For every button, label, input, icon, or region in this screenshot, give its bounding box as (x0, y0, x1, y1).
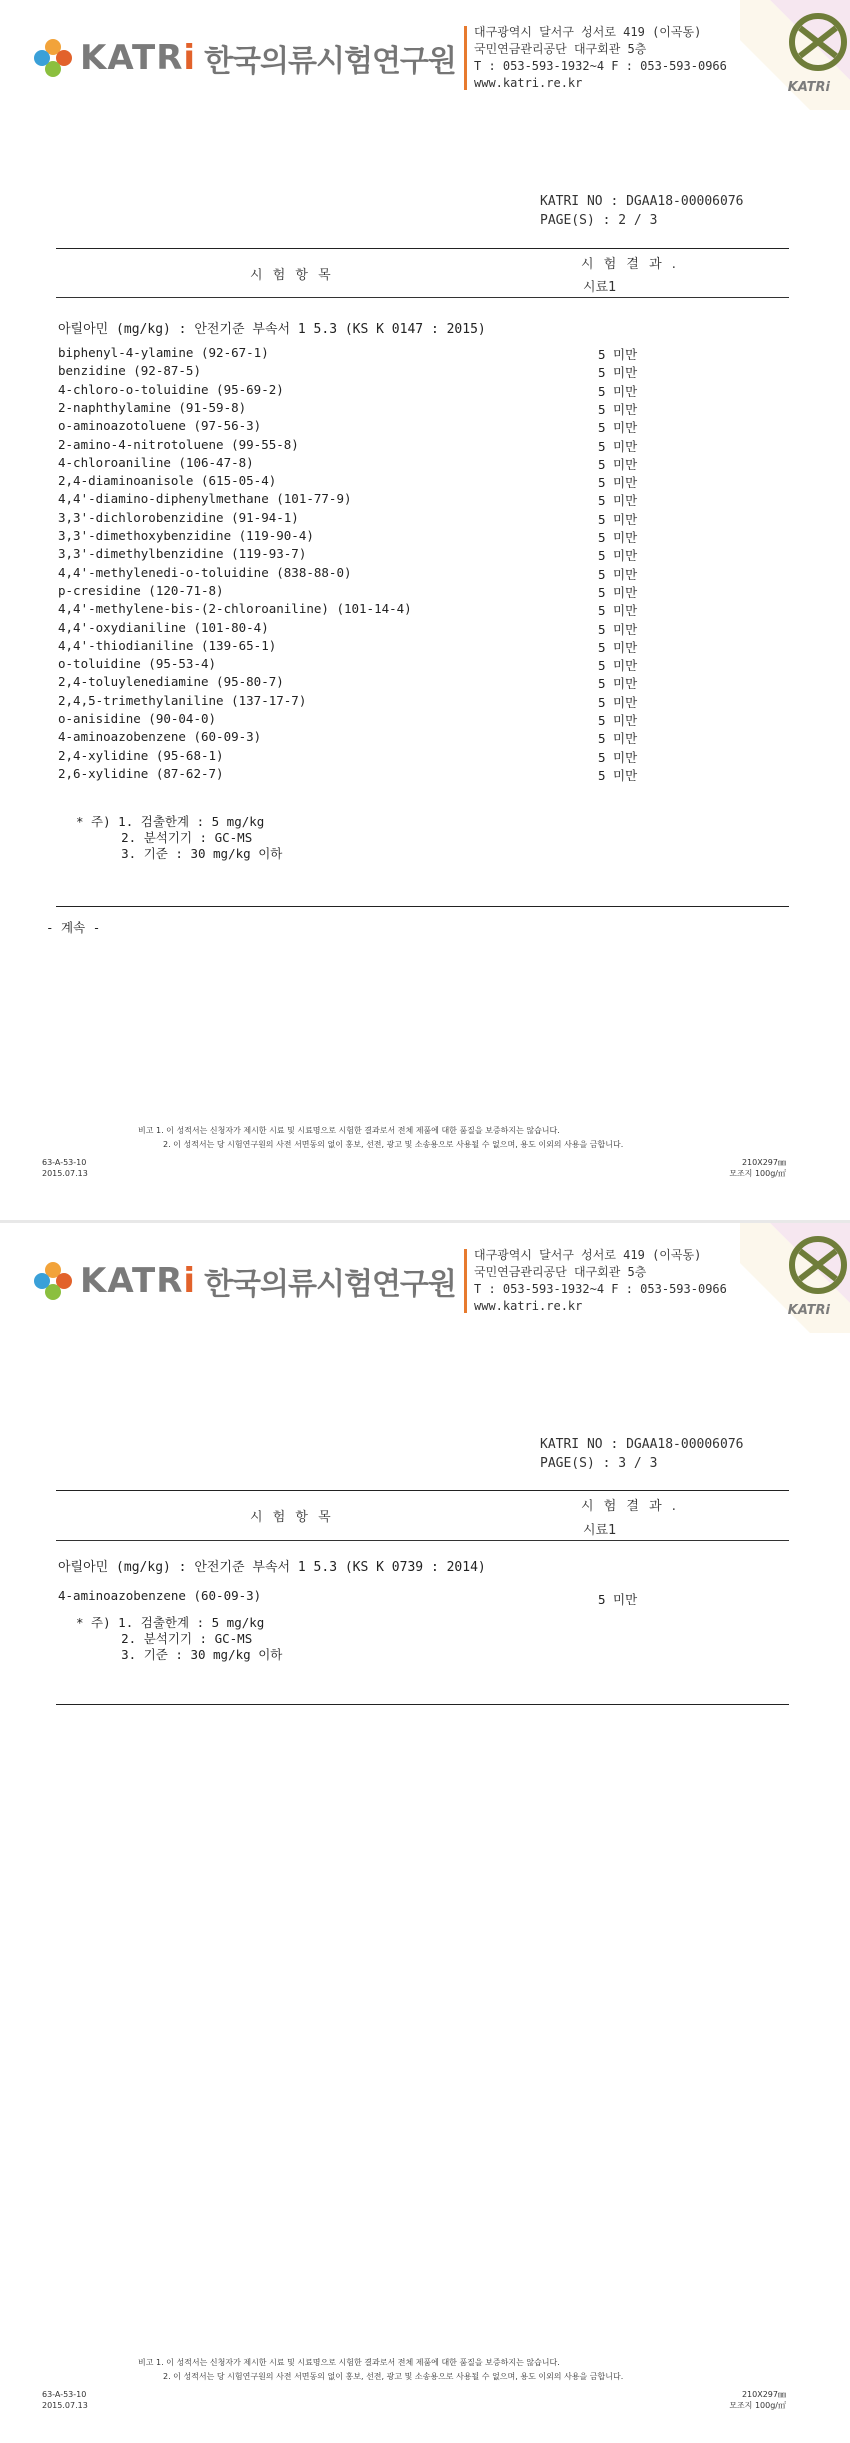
test-item: 4-aminoazobenzene (60-09-3) (58, 729, 262, 745)
paper-spec: 210X297㎜ 모조지 100g/㎡ (729, 1158, 786, 1178)
test-item: 2,4-diaminoanisole (615-05-4) (58, 473, 277, 489)
test-item: o-toluidine (95-53-4) (58, 656, 217, 672)
table-row (58, 437, 698, 456)
result-column-header: 시 험 결 과 . (581, 257, 679, 272)
katri-number: KATRI NO : DGAA18-00006076 (540, 1437, 744, 1452)
test-result: 5 미만 (598, 401, 638, 417)
test-result: 5 미만 (598, 566, 638, 582)
test-result: 5 미만 (598, 420, 638, 436)
test-result: 5 미만 (598, 694, 638, 710)
table-bottom-rule (56, 906, 789, 907)
table-row (58, 729, 698, 748)
test-item: 2,4,5-trimethylaniline (137-17-7) (58, 692, 307, 708)
katri-logo (34, 1259, 456, 1303)
test-item: o-anisidine (90-04-0) (58, 711, 217, 726)
test-item: 4,4'-methylenedi-o-toluidine (838-88-0) (58, 564, 352, 580)
test-item: 2,4-xylidine (95-68-1) (58, 747, 224, 763)
result-column-header: 시 험 결 과 . (581, 1499, 679, 1514)
test-result: 5 미만 (598, 676, 638, 692)
table-row (58, 418, 698, 437)
test-result: 5 미만 (598, 530, 638, 545)
corner-label: KATRi (787, 1303, 830, 1318)
test-item: 4-chloro-o-toluidine (95-69-2) (58, 381, 284, 397)
table-row (58, 345, 698, 364)
item-column-header: 시 험 항 목 (250, 1510, 334, 1525)
test-item: biphenyl-4-ylamine (92-67-1) (58, 345, 269, 360)
table-row (58, 473, 698, 492)
test-item: 2-naphthylamine (91-59-8) (58, 399, 247, 415)
test-item: 3,3'-dimethoxybenzidine (119-90-4) (58, 528, 314, 543)
test-result: 5 미만 (598, 347, 638, 362)
table-header-rule (56, 297, 789, 298)
table-row (58, 766, 698, 785)
test-result: 5 미만 (598, 493, 638, 509)
table-row (58, 1588, 698, 1607)
table-row (58, 400, 698, 419)
katri-logo-mark-icon (34, 1262, 72, 1300)
test-item: 4-chloroaniline (106-47-8) (58, 454, 254, 470)
logo-korean-text: 한국의류시험연구원 (204, 1267, 456, 1302)
form-code: 63-A-53-10 2015.07.13 (42, 1158, 88, 1178)
address-block: 대구광역시 달서구 성서로 419 (이곡동) 국민연금관리공단 대구회관 5층 T : 053-593-1932~4 F : 053-593-0966 www.katri.re.kr (474, 1248, 727, 1313)
sample-column-header: 시료1 (583, 280, 617, 295)
test-item: p-cresidine (120-71-8) (58, 582, 224, 598)
test-item: 4,4'-oxydianiline (101-80-4) (58, 619, 269, 635)
test-result: 5 미만 (598, 621, 638, 637)
table-row (58, 583, 698, 602)
table-row (58, 528, 698, 547)
table-row (58, 546, 698, 565)
test-result: 5 미만 (598, 365, 638, 381)
section-title: 아릴아민 (mg/kg) : 안전기준 부속서 1 5.3 (KS K 0739 : 2014) (58, 1560, 486, 1575)
test-result: 5 미만 (598, 1592, 638, 1607)
table-top-rule (56, 1490, 789, 1491)
test-result: 5 미만 (598, 639, 638, 655)
notes-block: * 주) 1. 검출한계 : 5 mg/kg 2. 분석기기 : GC-MS 3. 기준 : 30 mg/kg 이하 (76, 814, 283, 861)
katri-logo (34, 36, 456, 80)
test-result: 5 미만 (598, 584, 638, 600)
test-item: 3,3'-dimethylbenzidine (119-93-7) (58, 546, 307, 562)
paper-spec: 210X297㎜ 모조지 100g/㎡ (729, 2390, 786, 2410)
test-result: 5 미만 (598, 456, 638, 472)
table-row (58, 656, 698, 675)
test-result: 5 미만 (598, 511, 638, 527)
test-item: 3,3'-dichlorobenzidine (91-94-1) (58, 509, 299, 525)
report-page-3 (0, 1223, 850, 2443)
header-divider (464, 1249, 467, 1313)
footer-remarks: 비고 1. 이 성적서는 신청자가 제시한 시료 및 시료명으로 시험한 결과로서 전체 제품에 대한 품질을 보증하지는 않습니다. 2. 이 성적서는 당 시험연구원의 사전 서면동의 없이 홍보, 선전, 광고 및 소송용으로 사용될 수 없으며, 용도 이외의 사용을 금합니다. (138, 1126, 624, 1149)
table-row (58, 693, 698, 712)
table-row (58, 565, 698, 584)
logo-korean-text: 한국의류시험연구원 (204, 44, 456, 79)
table-bottom-rule (56, 1704, 789, 1705)
table-row (58, 455, 698, 474)
test-item: benzidine (92-87-5) (58, 363, 201, 379)
katri-logo-mark-icon (34, 39, 72, 77)
test-item: 2,6-xylidine (87-62-7) (58, 765, 224, 781)
test-result: 5 미만 (598, 767, 638, 783)
form-code: 63-A-53-10 2015.07.13 (42, 2390, 88, 2410)
address-block: 대구광역시 달서구 성서로 419 (이곡동) 국민연금관리공단 대구회관 5층 T : 053-593-1932~4 F : 053-593-0966 www.katri.re.kr (474, 25, 727, 90)
test-result: 5 미만 (598, 383, 638, 399)
table-row (58, 491, 698, 510)
test-item: 4,4'-methylene-bis-(2-chloroaniline) (101-14-4) (58, 601, 412, 617)
test-result: 5 미만 (598, 749, 638, 765)
table-row (58, 748, 698, 767)
test-result: 5 미만 (598, 603, 638, 619)
table-row (58, 510, 698, 529)
table-header-rule (56, 1540, 789, 1541)
report-page-2 (0, 0, 850, 1220)
footer-remarks: 비고 1. 이 성적서는 신청자가 제시한 시료 및 시료명으로 시험한 결과로서 전체 제품에 대한 품질을 보증하지는 않습니다. 2. 이 성적서는 당 시험연구원의 사전 서면동의 없이 홍보, 선전, 광고 및 소송용으로 사용될 수 없으며, 용도 이외의 사용을 금합니다. (138, 2358, 624, 2381)
table-row (58, 363, 698, 382)
section-title: 아릴아민 (mg/kg) : 안전기준 부속서 1 5.3 (KS K 0147 : 2015) (58, 322, 486, 337)
item-column-header: 시 험 항 목 (250, 268, 334, 283)
header-divider (464, 26, 467, 90)
table-top-rule (56, 248, 789, 249)
notes-block: * 주) 1. 검출한계 : 5 mg/kg 2. 분석기기 : GC-MS 3. 기준 : 30 mg/kg 이하 (76, 1615, 283, 1662)
logo-latin-text: KATRi (80, 38, 197, 78)
table-row (58, 674, 698, 693)
logo-latin-text: KATRi (80, 1261, 197, 1301)
table-row (58, 638, 698, 657)
katri-number: KATRI NO : DGAA18-00006076 (540, 194, 744, 209)
continued-label: - 계속 - (46, 920, 101, 935)
test-item: 4-aminoazobenzene (60-09-3) (58, 1588, 262, 1603)
test-item: 2-amino-4-nitrotoluene (99-55-8) (58, 436, 299, 452)
sample-column-header: 시료1 (583, 1523, 617, 1538)
table-row (58, 601, 698, 620)
test-result: 5 미만 (598, 658, 638, 674)
page-number: PAGE(S) : 2 / 3 (540, 213, 658, 228)
corner-label: KATRi (787, 80, 830, 95)
test-item: 4,4'-diamino-diphenylmethane (101-77-9) (58, 491, 352, 507)
test-result: 5 미만 (598, 475, 638, 491)
test-item: 2,4-toluylenediamine (95-80-7) (58, 674, 284, 690)
table-row (58, 620, 698, 639)
test-item: o-aminoazotoluene (97-56-3) (58, 418, 262, 434)
test-result: 5 미만 (598, 731, 638, 747)
table-row (58, 382, 698, 401)
test-result: 5 미만 (598, 548, 638, 564)
test-item: 4,4'-thiodianiline (139-65-1) (58, 637, 277, 653)
test-result: 5 미만 (598, 438, 638, 454)
page-number: PAGE(S) : 3 / 3 (540, 1456, 658, 1471)
test-result: 5 미만 (598, 713, 638, 728)
table-row (58, 711, 698, 730)
